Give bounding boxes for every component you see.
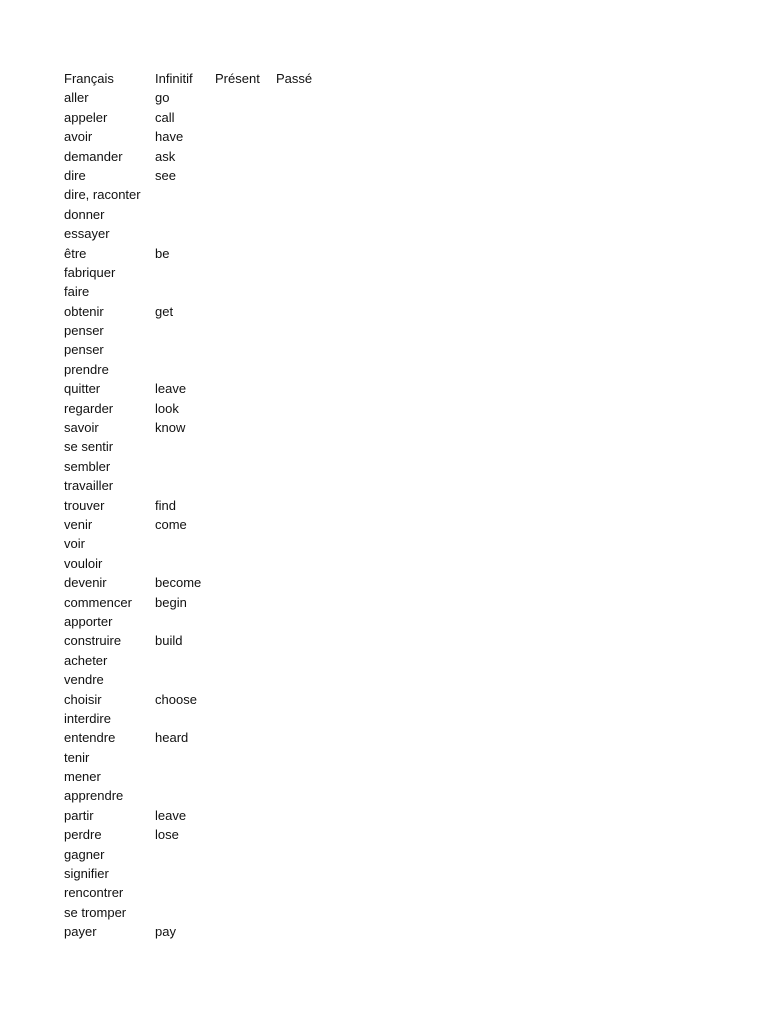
cell-passe <box>276 476 336 495</box>
cell-present <box>215 244 276 263</box>
cell-infinitif <box>155 786 215 805</box>
cell-present <box>215 845 276 864</box>
cell-passe <box>276 651 336 670</box>
table-row <box>64 360 336 379</box>
cell-passe <box>276 166 336 185</box>
table-row <box>64 786 336 805</box>
cell-infinitif: build <box>155 633 183 649</box>
cell-francais: appeler <box>64 109 108 125</box>
cell-francais: acheter <box>64 652 108 668</box>
cell-passe <box>276 360 336 379</box>
cell-francais: essayer <box>64 226 110 242</box>
cell-passe <box>276 806 336 825</box>
cell-francais: penser <box>64 342 104 358</box>
cell-passe <box>276 593 336 612</box>
cell-present <box>215 379 276 398</box>
cell-passe <box>276 185 336 204</box>
cell-passe <box>276 340 336 359</box>
cell-present <box>215 709 276 728</box>
cell-francais: rencontrer <box>64 885 124 901</box>
table-row <box>64 903 336 922</box>
cell-francais: vouloir <box>64 555 103 571</box>
cell-passe <box>276 399 336 418</box>
cell-infinitif <box>155 612 215 631</box>
cell-infinitif: call <box>155 109 175 125</box>
header-passe: Passé <box>276 71 313 86</box>
cell-infinitif <box>155 321 215 340</box>
table-row <box>64 690 336 709</box>
cell-present <box>215 825 276 844</box>
table-row <box>64 670 336 689</box>
cell-present <box>215 360 276 379</box>
cell-infinitif: get <box>155 303 174 319</box>
cell-francais: choisir <box>64 691 102 707</box>
cell-passe <box>276 864 336 883</box>
cell-francais: vendre <box>64 672 104 688</box>
cell-francais: obtenir <box>64 303 104 319</box>
table-row <box>64 205 336 224</box>
cell-present <box>215 767 276 786</box>
cell-infinitif <box>155 903 215 922</box>
cell-francais: venir <box>64 516 93 532</box>
cell-infinitif <box>155 282 215 301</box>
cell-francais: avoir <box>64 129 93 145</box>
cell-passe <box>276 883 336 902</box>
cell-passe <box>276 631 336 650</box>
cell-francais: faire <box>64 284 90 300</box>
cell-infinitif <box>155 534 215 553</box>
cell-present <box>215 883 276 902</box>
cell-passe <box>276 825 336 844</box>
table-row <box>64 185 336 204</box>
cell-present <box>215 108 276 127</box>
cell-infinitif <box>155 360 215 379</box>
cell-francais: dire, raconter <box>64 187 141 203</box>
cell-present <box>215 88 276 107</box>
cell-passe <box>276 108 336 127</box>
cell-passe <box>276 690 336 709</box>
table-row <box>64 244 336 263</box>
table-row <box>64 864 336 883</box>
cell-infinitif: know <box>155 420 186 436</box>
table-row <box>64 573 336 592</box>
cell-infinitif <box>155 709 215 728</box>
cell-francais: construire <box>64 633 122 649</box>
cell-present <box>215 651 276 670</box>
cell-present <box>215 302 276 321</box>
table-row <box>64 534 336 553</box>
cell-infinitif: have <box>155 129 184 145</box>
cell-present <box>215 437 276 456</box>
cell-infinitif: be <box>155 245 170 261</box>
cell-present <box>215 321 276 340</box>
cell-francais: être <box>64 245 87 261</box>
cell-present <box>215 185 276 204</box>
cell-passe <box>276 496 336 515</box>
cell-infinitif: look <box>155 400 179 416</box>
table-row <box>64 515 336 534</box>
table-row <box>64 282 336 301</box>
cell-infinitif: leave <box>155 381 187 397</box>
cell-infinitif <box>155 554 215 573</box>
header-infinitif: Infinitif <box>155 71 193 86</box>
cell-passe <box>276 786 336 805</box>
table-row <box>64 476 336 495</box>
table-row <box>64 302 336 321</box>
cell-francais: voir <box>64 536 85 552</box>
table-row <box>64 709 336 728</box>
cell-infinitif <box>155 457 215 476</box>
cell-infinitif <box>155 748 215 767</box>
cell-present <box>215 612 276 631</box>
cell-present <box>215 147 276 166</box>
cell-francais: travailler <box>64 478 114 494</box>
cell-infinitif <box>155 864 215 883</box>
cell-present <box>215 476 276 495</box>
cell-present <box>215 282 276 301</box>
cell-passe <box>276 573 336 592</box>
table-row <box>64 147 336 166</box>
cell-present <box>215 573 276 592</box>
table-row <box>64 379 336 398</box>
table-row <box>64 748 336 767</box>
cell-passe <box>276 263 336 282</box>
cell-francais: donner <box>64 206 105 222</box>
cell-infinitif: see <box>155 167 176 183</box>
cell-present <box>215 903 276 922</box>
table-row <box>64 340 336 359</box>
cell-passe <box>276 321 336 340</box>
cell-present <box>215 340 276 359</box>
cell-francais: signifier <box>64 866 109 882</box>
cell-francais: demander <box>64 148 123 164</box>
cell-francais: savoir <box>64 420 99 436</box>
cell-passe <box>276 88 336 107</box>
cell-passe <box>276 418 336 437</box>
cell-passe <box>276 147 336 166</box>
cell-passe <box>276 205 336 224</box>
cell-infinitif: heard <box>155 730 189 746</box>
cell-passe <box>276 379 336 398</box>
cell-francais: mener <box>64 769 101 785</box>
cell-francais: dire <box>64 167 86 183</box>
cell-present <box>215 728 276 747</box>
cell-passe <box>276 922 336 941</box>
cell-infinitif <box>155 845 215 864</box>
cell-infinitif <box>155 476 215 495</box>
cell-infinitif <box>155 883 215 902</box>
cell-infinitif <box>155 437 215 456</box>
table-row <box>64 457 336 476</box>
cell-francais: quitter <box>64 381 101 397</box>
cell-infinitif: choose <box>155 691 197 707</box>
cell-francais: apporter <box>64 613 113 629</box>
cell-passe <box>276 437 336 456</box>
cell-present <box>215 554 276 573</box>
cell-present <box>215 166 276 185</box>
cell-passe <box>276 244 336 263</box>
cell-francais: penser <box>64 323 104 339</box>
cell-present <box>215 224 276 243</box>
cell-passe <box>276 845 336 864</box>
cell-present <box>215 399 276 418</box>
table-row <box>64 88 336 107</box>
cell-present <box>215 786 276 805</box>
cell-infinitif <box>155 263 215 282</box>
cell-present <box>215 263 276 282</box>
table-row <box>64 825 336 844</box>
cell-francais: partir <box>64 807 94 823</box>
cell-francais: regarder <box>64 400 114 416</box>
cell-francais: se sentir <box>64 439 114 455</box>
table-row <box>64 399 336 418</box>
cell-francais: payer <box>64 924 97 940</box>
cell-francais: devenir <box>64 575 107 591</box>
cell-present <box>215 205 276 224</box>
cell-infinitif: go <box>155 90 170 106</box>
cell-passe <box>276 534 336 553</box>
cell-francais: aller <box>64 90 89 106</box>
table-row <box>64 767 336 786</box>
table-row <box>64 554 336 573</box>
cell-passe <box>276 670 336 689</box>
cell-present <box>215 593 276 612</box>
cell-present <box>215 127 276 146</box>
cell-francais: perdre <box>64 827 102 843</box>
cell-passe <box>276 282 336 301</box>
cell-infinitif: ask <box>155 148 176 164</box>
table-row <box>64 593 336 612</box>
cell-passe <box>276 748 336 767</box>
table-row <box>64 883 336 902</box>
table-row <box>64 806 336 825</box>
cell-present <box>215 534 276 553</box>
cell-present <box>215 631 276 650</box>
cell-present <box>215 515 276 534</box>
cell-infinitif: pay <box>155 924 176 940</box>
cell-infinitif <box>155 651 215 670</box>
cell-francais: prendre <box>64 361 109 377</box>
table-row <box>64 631 336 650</box>
table-row <box>64 166 336 185</box>
cell-passe <box>276 457 336 476</box>
cell-passe <box>276 302 336 321</box>
table-row <box>64 651 336 670</box>
cell-present <box>215 806 276 825</box>
cell-infinitif: become <box>155 575 202 591</box>
cell-infinitif <box>155 185 215 204</box>
cell-present <box>215 690 276 709</box>
table-row <box>64 496 336 515</box>
table-row <box>64 922 336 941</box>
table-row <box>64 728 336 747</box>
cell-francais: trouver <box>64 497 105 513</box>
table-row <box>64 108 336 127</box>
cell-infinitif <box>155 670 215 689</box>
cell-infinitif: find <box>155 497 176 513</box>
cell-francais: interdire <box>64 710 111 726</box>
cell-francais: apprendre <box>64 788 124 804</box>
cell-passe <box>276 767 336 786</box>
cell-present <box>215 496 276 515</box>
table-row <box>64 321 336 340</box>
cell-present <box>215 922 276 941</box>
cell-infinitif: come <box>155 516 187 532</box>
cell-infinitif <box>155 224 215 243</box>
cell-passe <box>276 127 336 146</box>
table-row <box>64 437 336 456</box>
cell-francais: sembler <box>64 458 111 474</box>
cell-francais: gagner <box>64 846 105 862</box>
cell-passe <box>276 554 336 573</box>
cell-present <box>215 748 276 767</box>
cell-francais: se tromper <box>64 904 127 920</box>
cell-infinitif: begin <box>155 594 187 610</box>
cell-present <box>215 457 276 476</box>
cell-passe <box>276 728 336 747</box>
cell-present <box>215 864 276 883</box>
cell-passe <box>276 709 336 728</box>
cell-francais: fabriquer <box>64 264 116 280</box>
table-row <box>64 612 336 631</box>
cell-infinitif: lose <box>155 827 179 843</box>
cell-present <box>215 670 276 689</box>
cell-infinitif <box>155 340 215 359</box>
table-row <box>64 127 336 146</box>
header-francais: Français <box>64 71 114 86</box>
cell-passe <box>276 515 336 534</box>
cell-present <box>215 418 276 437</box>
header-present: Présent <box>215 71 260 86</box>
cell-infinitif <box>155 767 215 786</box>
cell-infinitif <box>155 205 215 224</box>
cell-passe <box>276 612 336 631</box>
cell-francais: tenir <box>64 749 90 765</box>
cell-francais: commencer <box>64 594 132 610</box>
table-body <box>64 88 336 941</box>
table-row <box>64 263 336 282</box>
table-row <box>64 845 336 864</box>
cell-francais: entendre <box>64 730 116 746</box>
cell-infinitif: leave <box>155 807 187 823</box>
header-row <box>64 69 336 88</box>
cell-passe <box>276 903 336 922</box>
cell-passe <box>276 224 336 243</box>
table-row <box>64 224 336 243</box>
verb-table <box>64 69 336 942</box>
table-row <box>64 418 336 437</box>
